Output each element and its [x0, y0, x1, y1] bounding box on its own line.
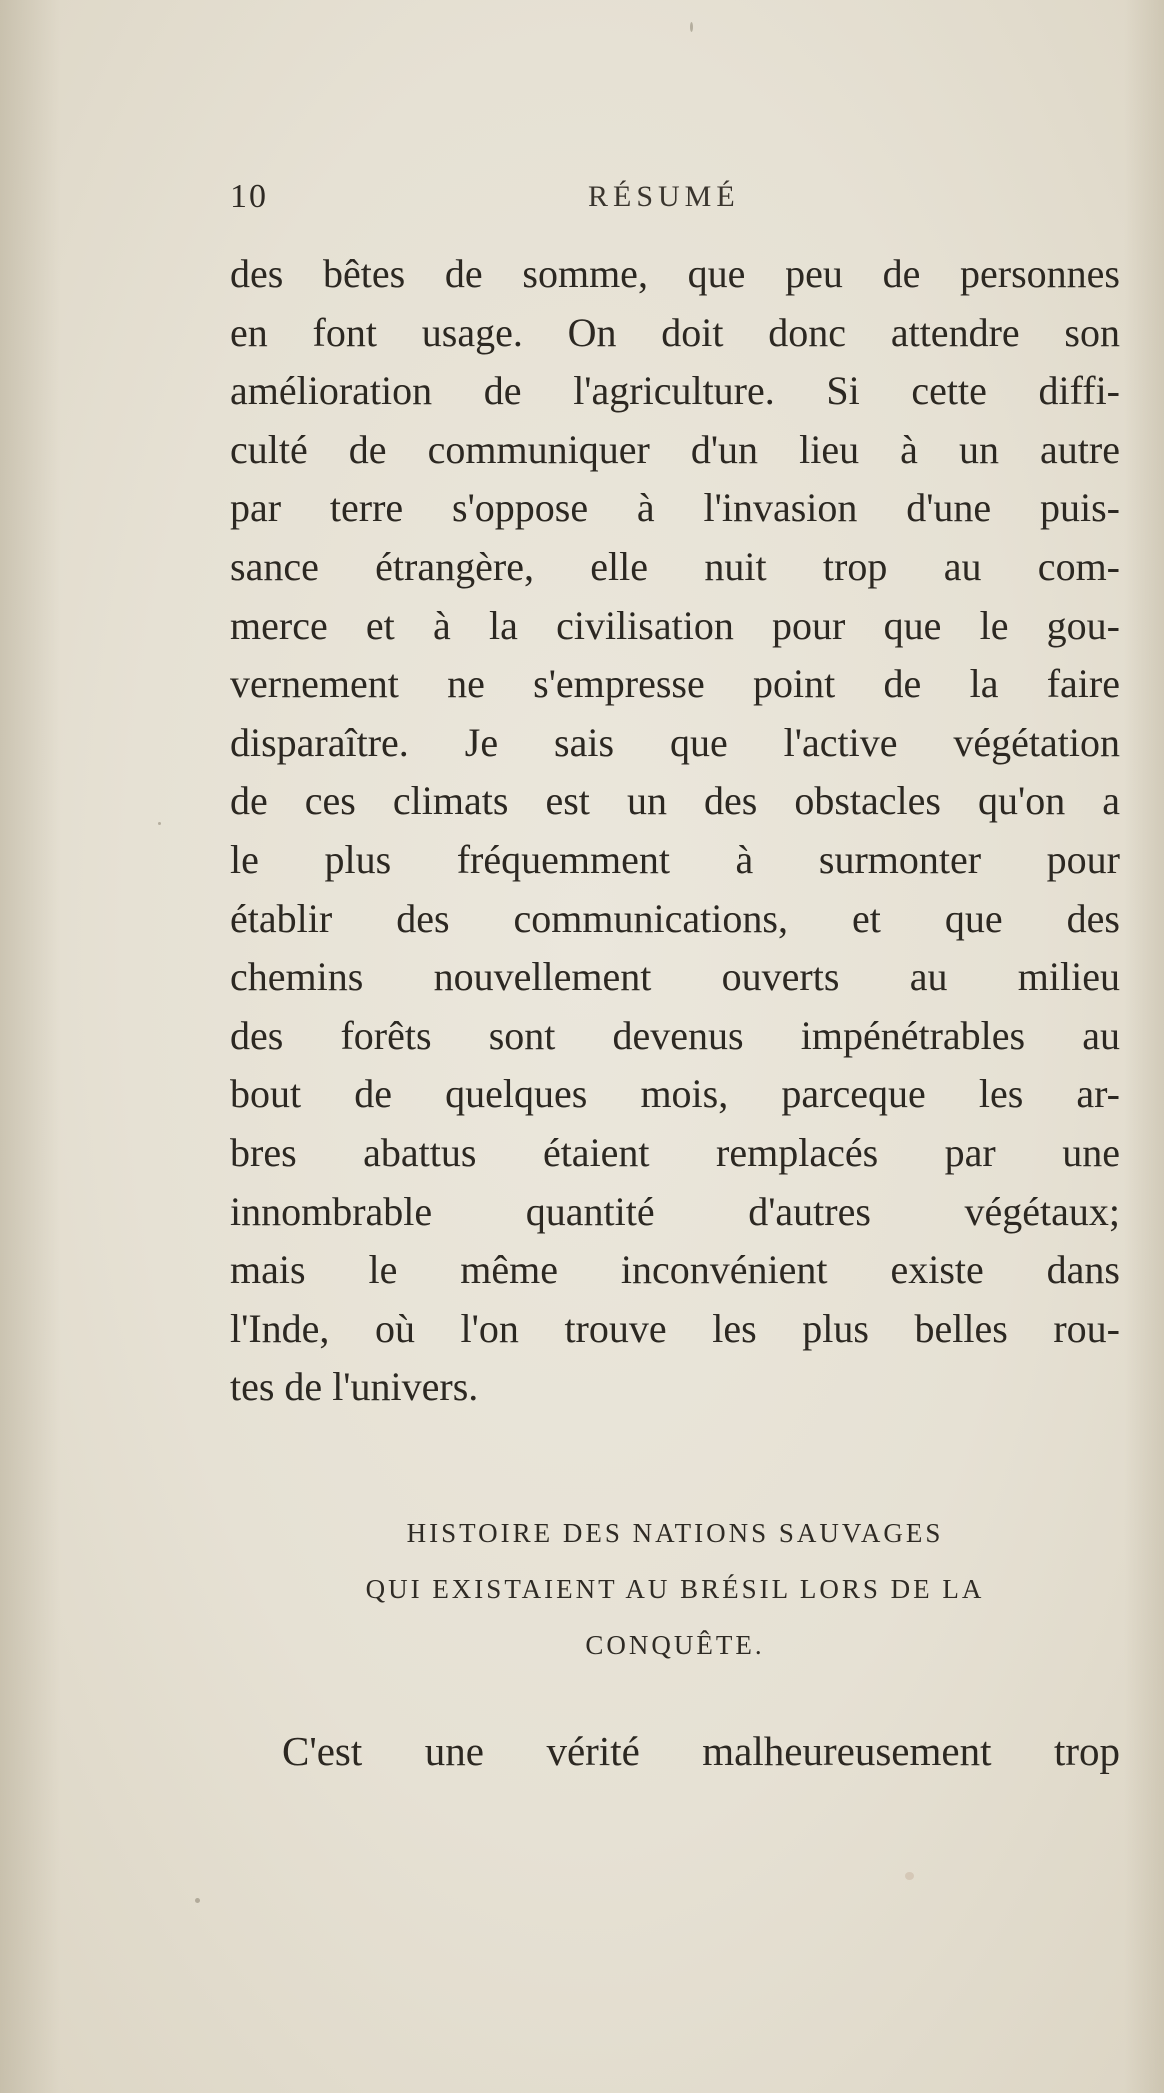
text-line: innombrable quantité d'autres végétaux;	[230, 1188, 1120, 1234]
text-line: en font usage. On doit donc attendre son	[230, 309, 1120, 355]
section-heading-line: QUI EXISTAIENT AU BRÉSIL LORS DE LA	[365, 1574, 985, 1604]
text-line: vernement ne s'empresse point de la faire	[230, 661, 1120, 707]
text-line: C'est une vérité malheureusement trop	[282, 1728, 1120, 1774]
text-line: mais le même inconvénient existe dans	[230, 1247, 1120, 1293]
text-line: disparaître. Je sais que l'active végétation	[230, 719, 1120, 765]
paper-speck	[905, 1872, 914, 1880]
page-number: 10	[230, 178, 268, 215]
text-line: sance étrangère, elle nuit trop au com-	[230, 543, 1120, 589]
text-line: bres abattus étaient remplacés par une	[230, 1129, 1120, 1175]
paper-speck	[690, 22, 693, 32]
section-heading-line: CONQUÊTE.	[585, 1630, 765, 1660]
text-line: amélioration de l'agriculture. Si cette diffi-	[230, 368, 1120, 414]
text-line: merce et à la civilisation pour que le gou-	[230, 602, 1120, 648]
text-line: culté de communiquer d'un lieu à un autre	[230, 426, 1120, 472]
text-line: l'Inde, où l'on trouve les plus belles rou-	[230, 1305, 1120, 1351]
paper-speck	[195, 1898, 200, 1903]
section-paragraph	[282, 1722, 1120, 1781]
running-title: RÉSUMÉ	[588, 180, 740, 213]
text-line: chemins nouvellement ouverts au milieu	[230, 954, 1120, 1000]
text-line: par terre s'oppose à l'invasion d'une puis-	[230, 485, 1120, 531]
text-line: bout de quelques mois, parceque les ar-	[230, 1071, 1120, 1117]
text-line: le plus fréquemment à surmonter pour	[230, 836, 1120, 882]
text-line: de ces climats est un des obstacles qu'on a	[230, 778, 1120, 824]
text-line: tes de l'univers.	[230, 1364, 479, 1410]
section-heading	[230, 1505, 1120, 1673]
body-paragraph	[230, 245, 1120, 1417]
section-heading-line: HISTOIRE DES NATIONS SAUVAGES	[406, 1518, 944, 1548]
paper-speck	[158, 822, 161, 825]
edge-shadow	[1124, 0, 1164, 2093]
gutter-shadow	[0, 0, 60, 2093]
text-line: établir des communications, et que des	[230, 895, 1120, 941]
running-head	[230, 178, 1110, 228]
text-line: des forêts sont devenus impénétrables au	[230, 1012, 1120, 1058]
text-line: des bêtes de somme, que peu de personnes	[230, 251, 1120, 296]
